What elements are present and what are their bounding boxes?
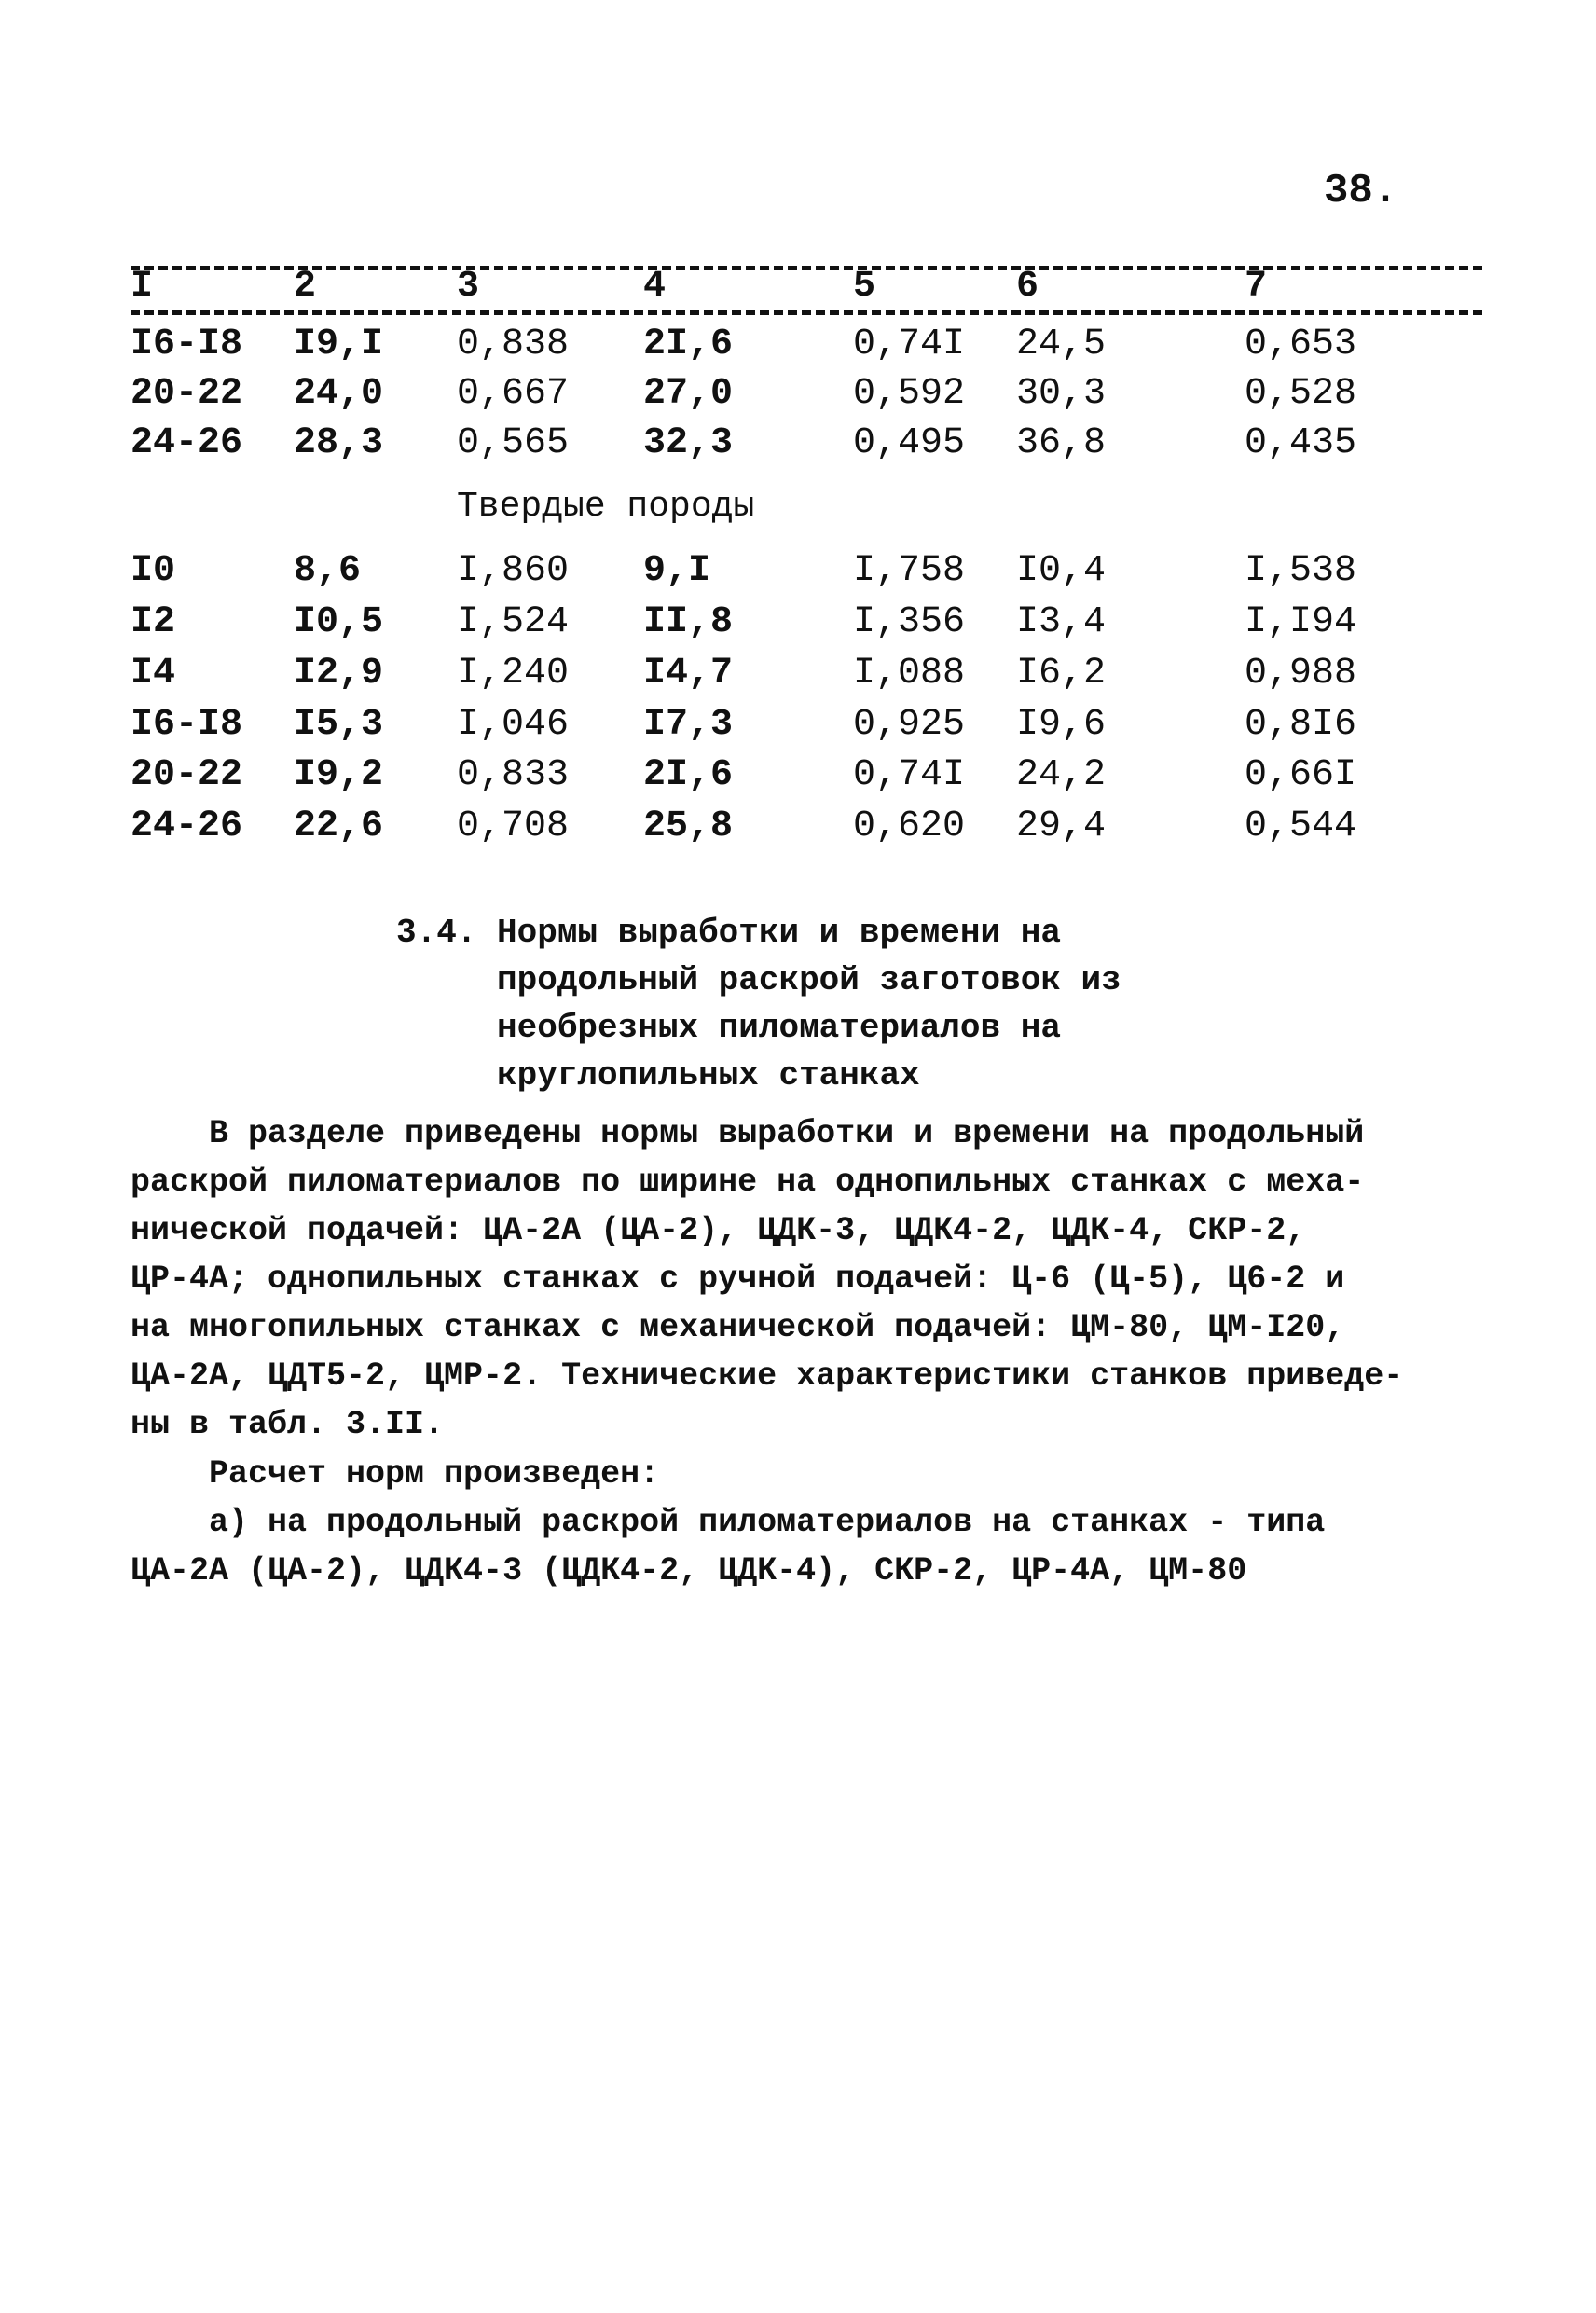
table-subheading: Твердые породы <box>457 487 755 527</box>
header-col-6: 6 <box>1016 266 1039 308</box>
table-cell: I,524 <box>457 601 570 643</box>
table-row <box>0 550 1596 605</box>
table-cell: 24,2 <box>1016 754 1107 796</box>
table-cell: I9,I <box>294 324 384 365</box>
table-cell: 2I,6 <box>643 324 734 365</box>
table-cell: 0,66I <box>1245 754 1357 796</box>
table-cell: 0,74I <box>853 754 966 796</box>
table-cell: 0,592 <box>853 373 966 415</box>
table-cell: I2 <box>131 601 176 643</box>
table-cell: II,8 <box>643 601 734 643</box>
table-cell: I0 <box>131 550 176 592</box>
table-cell: 0,544 <box>1245 805 1357 847</box>
table-cell: I0,4 <box>1016 550 1107 592</box>
table-row <box>0 326 1596 379</box>
table-row <box>0 422 1596 477</box>
table-cell: I5,3 <box>294 704 384 746</box>
table-cell: I2,9 <box>294 653 384 695</box>
table-cell: I,860 <box>457 550 570 592</box>
table-cell: 0,988 <box>1245 653 1357 695</box>
paragraph-intro: В разделе приведены нормы выработки и времени на продольный раскрой пиломатериалов по ширине на однопильных станках с меха- нической подачей: ЦА-2А (ЦА-2), ЦДК-3, ЦДК4-2, ЦДК-4, СКР-2, ЦР-4А; однопильных станках с ручной подачей: Ц-6 (Ц-5), Ц6-2 и на многопильных станках с механической подачей: ЦМ-80, ЦМ-I20, ЦА-2А, ЦДТ5-2, ЦМР-2. Технические характеристики станков приведе- ны в табл. 3.II. <box>131 1115 1404 1443</box>
table-row <box>0 704 1596 759</box>
table-cell: 20-22 <box>131 754 243 796</box>
table-cell: I,046 <box>457 704 570 746</box>
table-cell: I6-I8 <box>131 704 243 746</box>
table-cell: 24,5 <box>1016 324 1107 365</box>
table-cell: 0,620 <box>853 805 966 847</box>
header-col-7: 7 <box>1245 266 1268 308</box>
table-cell: 0,74I <box>853 324 966 365</box>
table-cell: 0,495 <box>853 422 966 464</box>
table-cell: 0,708 <box>457 805 570 847</box>
paragraph-calculation: Расчет норм произведен: <box>131 1455 660 1493</box>
table-cell: 0,833 <box>457 754 570 796</box>
section-heading: 3.4. Нормы выработки и времени на продольный раскрой заготовок из необрезных пиломатериалов на круглопильных станках <box>396 914 1121 1095</box>
table-cell: I,758 <box>853 550 966 592</box>
header-col-1: I <box>131 266 154 308</box>
table-cell: 0,8I6 <box>1245 704 1357 746</box>
table-cell: I6,2 <box>1016 653 1107 695</box>
header-col-5: 5 <box>853 266 876 308</box>
header-col-3: 3 <box>457 266 480 308</box>
table-row <box>0 805 1596 860</box>
header-col-4: 4 <box>643 266 667 308</box>
table-header-rule <box>131 310 1482 315</box>
table-cell: 22,6 <box>294 805 384 847</box>
table-row <box>0 373 1596 428</box>
table-cell: I,356 <box>853 601 966 643</box>
table-cell: I9,6 <box>1016 704 1107 746</box>
table-cell: 0,838 <box>457 324 570 365</box>
table-cell: I,538 <box>1245 550 1357 592</box>
table-cell: I3,4 <box>1016 601 1107 643</box>
paragraph-item-a: а) на продольный раскрой пиломатериалов на станках - типа ЦА-2А (ЦА-2), ЦДК4-3 (ЦДК4-2, ЦДК-4), СКР-2, ЦР-4А, ЦМ-80 <box>131 1504 1326 1590</box>
table-cell: I4 <box>131 653 176 695</box>
table-cell: I4,7 <box>643 653 734 695</box>
table-top-rule <box>131 266 1482 270</box>
table-cell: 2I,6 <box>643 754 734 796</box>
table-cell: 8,6 <box>294 550 362 592</box>
table-cell: 24,0 <box>294 373 384 415</box>
table-cell: 24-26 <box>131 422 243 464</box>
table-cell: 36,8 <box>1016 422 1107 464</box>
table-cell: 25,8 <box>643 805 734 847</box>
table-cell: 20-22 <box>131 373 243 415</box>
table-cell: I9,2 <box>294 754 384 796</box>
table-cell: 30,3 <box>1016 373 1107 415</box>
table-cell: 24-26 <box>131 805 243 847</box>
table-cell: I6-I8 <box>131 324 243 365</box>
table-cell: 27,0 <box>643 373 734 415</box>
table-cell: 28,3 <box>294 422 384 464</box>
table-cell: I7,3 <box>643 704 734 746</box>
table-cell: 29,4 <box>1016 805 1107 847</box>
page-number: 38. <box>1324 168 1398 214</box>
table-cell: 0,925 <box>853 704 966 746</box>
table-row <box>0 754 1596 809</box>
table-cell: I,088 <box>853 653 966 695</box>
header-col-2: 2 <box>294 266 317 308</box>
table-cell: I,I94 <box>1245 601 1357 643</box>
table-cell: 32,3 <box>643 422 734 464</box>
table-row <box>0 601 1596 656</box>
table-cell: 0,653 <box>1245 324 1357 365</box>
table-cell: I,240 <box>457 653 570 695</box>
table-cell: 0,667 <box>457 373 570 415</box>
table-cell: I0,5 <box>294 601 384 643</box>
table-cell: 9,I <box>643 550 711 592</box>
table-cell: 0,528 <box>1245 373 1357 415</box>
table-cell: 0,565 <box>457 422 570 464</box>
table-cell: 0,435 <box>1245 422 1357 464</box>
table-row <box>0 655 1596 708</box>
